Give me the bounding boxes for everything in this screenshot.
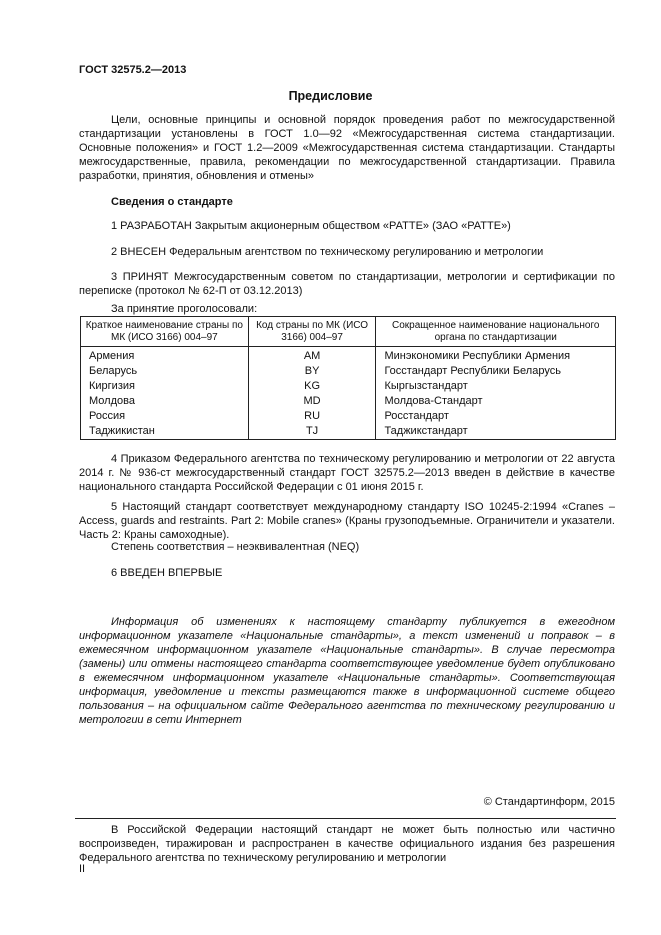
voting-states-table — [80, 316, 616, 440]
table-row — [81, 409, 616, 424]
table-row — [81, 364, 616, 379]
cell-code: BY — [248, 364, 376, 379]
change-information-notice: Информация об изменениях к настоящему стандарту публикуется в ежегодном информационном указателе «Национальные стандарты», а текст изменений и поправок – в ежемесячном информационном указателе «Национальные стандарты». В случае пересмотра (замены) или отмены настоящего стандарта соответствующее уведомление будет опубликовано в ежемесячном информационном указателе «Национальные стандарты». Соответствующая информация, уведомление и тексты размещаются также в информационной системе общего пользования – на официальном сайте Федерального агентства по техническому регулированию и метрологии в сети Интернет — [79, 616, 615, 726]
reproduction-notice: В Российской Федерации настоящий стандарт не может быть полностью или частично воспроизведен, тиражирован и распространен в качестве официального издания без разрешения Федерального агентства по техническому регулированию и метрологии — [79, 824, 615, 864]
document-id-header: ГОСТ 32575.2—2013 — [79, 64, 187, 76]
cell-code: KG — [248, 379, 376, 394]
page-number: II — [79, 863, 86, 875]
column-header-code: Код страны по МК (ИСО 3166) 004–97 — [248, 317, 376, 347]
table-header-row — [81, 317, 616, 347]
item-developed-by: 1 РАЗРАБОТАН Закрытым акционерным обществом «РАТТЕ» (ЗАО «РАТТЕ») — [111, 220, 511, 232]
cell-country: Армения — [81, 347, 249, 365]
table-row — [81, 424, 616, 440]
item-first-introduced: 6 ВВЕДЕН ВПЕРВЫЕ — [111, 567, 223, 579]
cell-code: AM — [248, 347, 376, 365]
item-conformity-degree: Степень соответствия – неэквивалентная (NEQ) — [111, 541, 360, 553]
item-adopted-by: 3 ПРИНЯТ Межгосударственным советом по стандартизации, метрологии и сертификации по переписке (протокол № 62-П от 03.12.2013) — [79, 271, 615, 297]
intro-paragraph: Цели, основные принципы и основной порядок проведения работ по межгосударственной стандартизации установлены в ГОСТ 1.0—92 «Межгосударственная система стандартизации. Основные положения» и ГОСТ 1.2—2009 «Межгосударственная система стандартизации. Стандарты межгосударственные, правила, рекомендации по межгосударственной стандартизации. Правила разработки, принятия, обновления и отмены» — [79, 114, 615, 182]
table-row — [81, 379, 616, 394]
cell-country: Молдова — [81, 394, 249, 409]
item-introduced-by: 2 ВНЕСЕН Федеральным агентством по техническому регулированию и метрологии — [111, 246, 544, 258]
page-title: Предисловие — [288, 89, 373, 103]
table-row — [81, 347, 616, 365]
copyright-line: © Стандартинформ, 2015 — [483, 796, 615, 808]
cell-country: Беларусь — [81, 364, 249, 379]
info-heading: Сведения о стандарте — [111, 196, 233, 208]
cell-country: Киргизия — [81, 379, 249, 394]
cell-national-body: Молдова-Стандарт — [376, 394, 616, 409]
table-row — [81, 394, 616, 409]
column-header-national-body: Сокращенное наименование национального органа по стандартизации — [376, 317, 616, 347]
item-iso-correspondence: 5 Настоящий стандарт соответствует международному стандарту ISO 10245-2:1994 «Cranes – Access, guards and restraints. Part 2: Mobile cranes» (Краны грузоподъемные. Ограничители и указатели. Часть 2: Краны самоходные). — [79, 501, 615, 541]
column-header-country: Краткое наименование страны по МК (ИСО 3166) 004–97 — [81, 317, 249, 347]
cell-code: MD — [248, 394, 376, 409]
cell-national-body: Госстандарт Республики Беларусь — [376, 364, 616, 379]
cell-national-body: Таджикстандарт — [376, 424, 616, 440]
cell-national-body: Минэкономики Республики Армения — [376, 347, 616, 365]
cell-national-body: Кыргызстандарт — [376, 379, 616, 394]
cell-country: Россия — [81, 409, 249, 424]
cell-code: RU — [248, 409, 376, 424]
footer-divider — [75, 818, 616, 819]
cell-code: TJ — [248, 424, 376, 440]
cell-national-body: Росстандарт — [376, 409, 616, 424]
item-enacted-order: 4 Приказом Федерального агентства по техническому регулированию и метрологии от 22 августа 2014 г. № 936-ст межгосударственный стандарт ГОСТ 32575.2—2013 введен в действие в качестве национального стандарта Российской Федерации с 01 июня 2015 г. — [79, 453, 615, 493]
cell-country: Таджикистан — [81, 424, 249, 440]
vote-label: За принятие проголосовали: — [111, 303, 258, 315]
